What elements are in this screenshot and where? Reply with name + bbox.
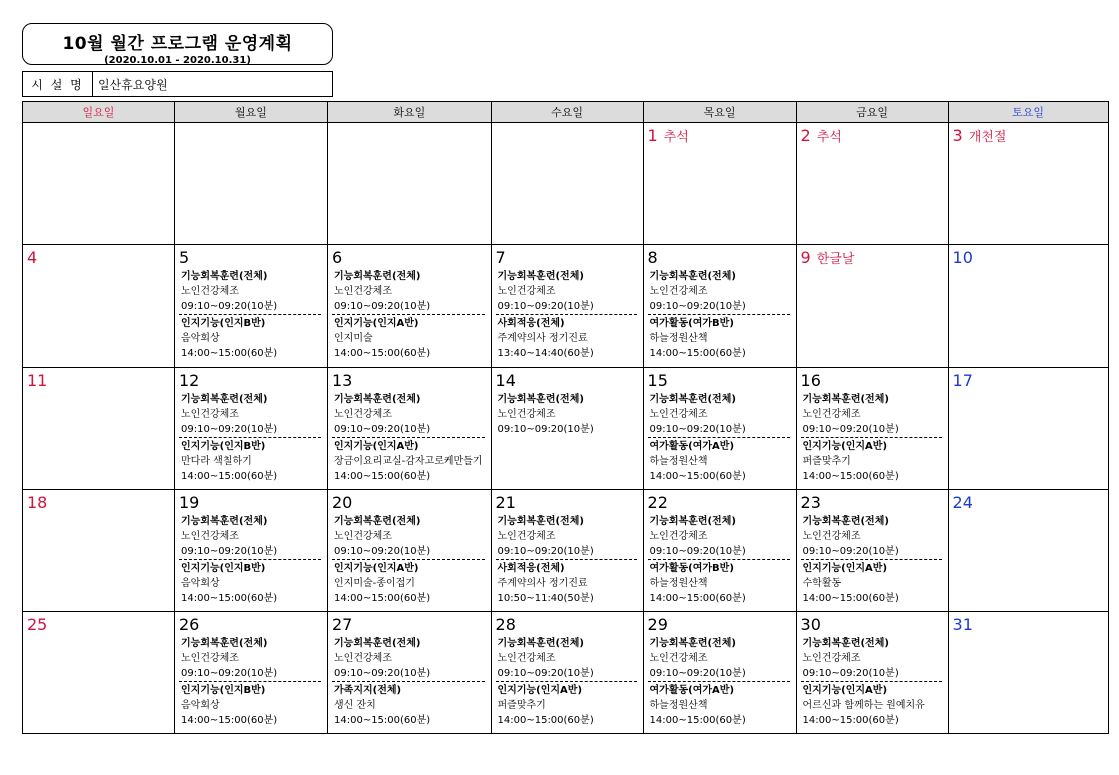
program-name: 여가활동(여가B반) (649, 318, 734, 329)
program-name: 가족지지(전체) (334, 685, 402, 696)
program-name: 사회적응(전체) (497, 318, 565, 329)
program-time: 09:10~09:20(10분) (334, 424, 431, 435)
program-time: 14:00~15:00(60분) (802, 471, 899, 482)
program-time: 14:00~15:00(60분) (649, 715, 746, 726)
program-desc: 하늘정원산책 (649, 700, 708, 711)
program-block (496, 559, 637, 606)
program-desc: 인지미술 (334, 333, 373, 344)
program-block (179, 437, 321, 484)
day-number: 12 (179, 371, 200, 390)
program-name: 기능회복훈련(전체) (181, 394, 268, 405)
program-time: 14:00~15:00(60분) (649, 348, 746, 359)
day-cell (948, 612, 1108, 734)
program-desc: 노인건강체조 (802, 653, 861, 664)
day-cell (491, 245, 643, 368)
day-number: 25 (27, 615, 48, 634)
day-cell (948, 490, 1108, 612)
program-time: 09:10~09:20(10분) (497, 546, 594, 557)
program-time: 14:00~15:00(60분) (649, 593, 746, 604)
program-desc: 주계약의사 정기진료 (497, 333, 588, 344)
day-number: 23 (800, 493, 821, 512)
holiday-label: 추석 (663, 130, 689, 145)
program-block (496, 314, 637, 361)
program-block (648, 681, 790, 728)
program-desc: 노인건강체조 (334, 653, 392, 664)
program-desc: 노인건강체조 (649, 653, 708, 664)
program-time: 14:00~15:00(60분) (334, 593, 431, 604)
day-number: 2 (800, 126, 811, 145)
program-time: 14:00~15:00(60분) (334, 348, 431, 359)
program-time: 09:10~09:20(10분) (649, 301, 746, 312)
day-cell (175, 368, 328, 490)
program-desc: 노인건강체조 (497, 409, 556, 420)
day-cell (643, 368, 796, 490)
program-block (496, 514, 643, 559)
program-name: 인지기능(인지A반) (802, 685, 888, 696)
day-number: 28 (495, 615, 516, 634)
title-box (22, 23, 333, 65)
program-desc: 노인건강체조 (334, 409, 392, 420)
program-block (648, 437, 790, 484)
program-desc: 노인건강체조 (181, 653, 239, 664)
day-cell (175, 245, 328, 368)
day-number: 18 (27, 493, 48, 512)
day-cell (491, 368, 643, 490)
program-desc: 하늘정원산책 (649, 456, 708, 467)
program-time: 09:10~09:20(10분) (497, 668, 594, 679)
program-name: 기능회복훈련(전체) (334, 638, 421, 649)
program-desc: 노인건강체조 (334, 531, 392, 542)
program-block (332, 392, 491, 437)
weekday-header-tue: 화요일 (328, 102, 492, 123)
program-desc: 노인건강체조 (649, 531, 708, 542)
week-row (23, 612, 1109, 734)
program-time: 09:10~09:20(10분) (649, 546, 746, 557)
program-time: 14:00~15:00(60분) (181, 348, 278, 359)
program-block (332, 559, 485, 606)
day-number: 27 (332, 615, 353, 634)
holiday-label: 한글날 (816, 252, 855, 267)
program-block (801, 636, 948, 681)
program-name: 인지기능(인지A반) (334, 318, 419, 329)
program-block (648, 392, 796, 437)
program-desc: 퍼즐맞추기 (802, 456, 851, 467)
program-desc: 주계약의사 정기진료 (497, 578, 588, 589)
day-cell (796, 123, 948, 245)
day-number: 31 (952, 615, 973, 634)
week-row (23, 123, 1109, 245)
day-cell (643, 612, 796, 734)
day-number: 24 (952, 493, 973, 512)
program-desc: 노인건강체조 (497, 653, 556, 664)
program-desc: 노인건강체조 (649, 286, 708, 297)
weekday-header-row (23, 102, 1109, 123)
day-cell (948, 123, 1108, 245)
program-desc: 노인건강체조 (181, 286, 239, 297)
program-time: 14:00~15:00(60분) (181, 715, 278, 726)
program-time: 09:10~09:20(10분) (181, 668, 278, 679)
day-cell (643, 123, 796, 245)
program-block (332, 269, 491, 314)
day-number: 20 (332, 493, 353, 512)
program-time: 09:10~09:20(10분) (181, 301, 278, 312)
program-desc: 음악회상 (181, 700, 220, 711)
weekday-header-sat: 토요일 (948, 102, 1108, 123)
program-desc: 노인건강체조 (181, 531, 239, 542)
week-row (23, 245, 1109, 368)
program-desc: 어르신과 함께하는 원예치유 (802, 700, 925, 711)
program-name: 기능회복훈련(전체) (181, 516, 268, 527)
day-cell (328, 123, 492, 245)
program-block (332, 681, 485, 728)
program-time: 09:10~09:20(10분) (334, 301, 431, 312)
program-name: 기능회복훈련(전체) (334, 394, 421, 405)
program-name: 기능회복훈련(전체) (334, 516, 421, 527)
program-desc: 만다라 색칠하기 (181, 456, 252, 467)
program-desc: 생신 잔치 (334, 700, 376, 711)
program-time: 14:00~15:00(60분) (802, 593, 899, 604)
program-block (496, 681, 637, 728)
program-name: 기능회복훈련(전체) (802, 638, 889, 649)
program-time: 14:00~15:00(60분) (334, 471, 431, 482)
day-cell (948, 245, 1108, 368)
day-cell (796, 245, 948, 368)
program-block (179, 514, 327, 559)
program-time: 09:10~09:20(10분) (649, 424, 746, 435)
program-desc: 하늘정원산책 (649, 578, 708, 589)
day-number: 13 (332, 371, 353, 390)
program-desc: 노인건강체조 (802, 531, 861, 542)
program-name: 인지기능(인지B반) (181, 441, 266, 452)
program-desc: 음악회상 (181, 333, 220, 344)
day-cell (175, 490, 328, 612)
program-block (648, 559, 790, 606)
program-name: 기능회복훈련(전체) (802, 516, 889, 527)
day-number: 19 (179, 493, 200, 512)
program-name: 기능회복훈련(전체) (802, 394, 889, 405)
period-text: (2020.10.01 - 2020.10.31) (104, 55, 251, 66)
program-name: 기능회복훈련(전체) (334, 271, 421, 282)
program-block (801, 392, 948, 437)
day-cell (328, 490, 492, 612)
day-cell (175, 612, 328, 734)
program-block (179, 681, 321, 728)
day-number: 15 (647, 371, 668, 390)
program-block (496, 636, 643, 681)
day-cell (328, 245, 492, 368)
program-block (179, 559, 321, 606)
day-number: 22 (647, 493, 668, 512)
weekday-header-thu: 목요일 (643, 102, 796, 123)
day-number: 26 (179, 615, 200, 634)
program-desc: 수학활동 (802, 578, 842, 589)
program-name: 기능회복훈련(전체) (497, 271, 584, 282)
program-desc: 음악회상 (181, 578, 220, 589)
program-name: 기능회복훈련(전체) (649, 516, 736, 527)
day-cell (948, 368, 1108, 490)
day-cell (643, 245, 796, 368)
day-number: 17 (952, 371, 973, 390)
program-name: 기능회복훈련(전체) (497, 394, 584, 405)
program-desc: 노인건강체조 (334, 286, 392, 297)
program-desc: 노인건강체조 (649, 409, 708, 420)
program-name: 여가활동(여가A반) (649, 685, 735, 696)
day-cell (491, 612, 643, 734)
day-cell (328, 612, 492, 734)
day-number: 29 (647, 615, 668, 634)
program-desc: 노인건강체조 (497, 286, 556, 297)
program-name: 기능회복훈련(전체) (181, 271, 268, 282)
day-cell (796, 490, 948, 612)
day-cell (491, 123, 643, 245)
day-cell (23, 490, 175, 612)
day-number: 14 (495, 371, 516, 390)
weekday-header-fri: 금요일 (796, 102, 948, 123)
day-cell (23, 612, 175, 734)
program-name: 인지기능(인지A반) (334, 563, 419, 574)
program-desc: 퍼즐맞추기 (497, 700, 546, 711)
program-block (648, 314, 790, 361)
program-desc: 장금이요리교실-감자고로케만들기 (334, 456, 483, 467)
program-time: 09:10~09:20(10분) (334, 546, 431, 557)
program-desc: 노인건강체조 (497, 531, 556, 542)
program-name: 인지기능(인지A반) (497, 685, 583, 696)
program-block (801, 681, 942, 728)
day-number: 7 (495, 248, 506, 267)
weekday-header-mon: 월요일 (175, 102, 328, 123)
program-name: 인지기능(인지B반) (181, 563, 266, 574)
program-name: 기능회복훈련(전체) (649, 271, 736, 282)
day-number: 8 (647, 248, 658, 267)
program-time: 14:00~15:00(60분) (181, 471, 278, 482)
program-block (332, 437, 485, 484)
program-time: 14:00~15:00(60분) (497, 715, 594, 726)
day-number: 5 (179, 248, 190, 267)
program-time: 09:10~09:20(10분) (802, 424, 899, 435)
day-number: 16 (800, 371, 821, 390)
program-time: 14:00~15:00(60분) (334, 715, 431, 726)
program-block (801, 559, 942, 606)
program-name: 인지기능(인지B반) (181, 685, 266, 696)
program-time: 09:10~09:20(10분) (181, 424, 278, 435)
program-block (648, 269, 796, 314)
day-cell (796, 612, 948, 734)
program-name: 기능회복훈련(전체) (497, 516, 584, 527)
day-number: 11 (27, 371, 48, 390)
program-time: 14:00~15:00(60분) (181, 593, 278, 604)
facility-name: 일산휴요양원 (98, 77, 168, 92)
program-name: 기능회복훈련(전체) (649, 394, 736, 405)
day-cell (23, 123, 175, 245)
day-cell (491, 490, 643, 612)
program-block (496, 269, 643, 314)
program-time: 09:10~09:20(10분) (334, 668, 431, 679)
program-name: 인지기능(인지A반) (802, 563, 888, 574)
program-time: 09:10~09:20(10분) (497, 301, 594, 312)
program-name: 인지기능(인지A반) (334, 441, 419, 452)
program-time: 09:10~09:20(10분) (802, 668, 899, 679)
program-block (332, 636, 491, 681)
program-block (179, 392, 327, 437)
weekday-header-sun: 일요일 (23, 102, 175, 123)
week-row (23, 490, 1109, 612)
weekday-header-wed: 수요일 (491, 102, 643, 123)
program-name: 사회적응(전체) (497, 563, 565, 574)
program-name: 여가활동(여가B반) (649, 563, 734, 574)
program-time: 09:10~09:20(10분) (802, 546, 899, 557)
program-name: 기능회복훈련(전체) (649, 638, 736, 649)
program-time: 09:10~09:20(10분) (649, 668, 746, 679)
day-cell (23, 368, 175, 490)
program-name: 인지기능(인지A반) (802, 441, 888, 452)
day-number: 30 (800, 615, 821, 634)
week-row (23, 368, 1109, 490)
program-name: 인지기능(인지B반) (181, 318, 266, 329)
facility-row (22, 71, 333, 97)
page-title: 10월 월간 프로그램 운영계획 (62, 34, 293, 54)
program-block (496, 392, 643, 437)
program-block (332, 514, 491, 559)
program-name: 기능회복훈련(전체) (497, 638, 584, 649)
day-cell (23, 245, 175, 368)
program-time: 14:00~15:00(60분) (802, 715, 899, 726)
program-name: 기능회복훈련(전체) (181, 638, 268, 649)
facility-label: 시 설 명 (23, 72, 93, 96)
day-number: 21 (495, 493, 516, 512)
program-block (179, 269, 327, 314)
program-block (332, 314, 485, 361)
program-block (648, 514, 796, 559)
program-block (801, 437, 942, 484)
program-time: 09:10~09:20(10분) (181, 546, 278, 557)
program-desc: 하늘정원산책 (649, 333, 708, 344)
day-number: 6 (332, 248, 343, 267)
program-block (179, 314, 321, 361)
program-block (648, 636, 796, 681)
program-desc: 노인건강체조 (181, 409, 239, 420)
day-number: 9 (800, 248, 811, 267)
program-desc: 노인건강체조 (802, 409, 861, 420)
day-number: 3 (952, 126, 963, 145)
program-name: 여가활동(여가A반) (649, 441, 735, 452)
program-time: 13:40~14:40(60분) (497, 348, 594, 359)
program-desc: 인지미술-종이접기 (334, 578, 415, 589)
program-time: 14:00~15:00(60분) (649, 471, 746, 482)
day-number: 10 (952, 248, 973, 267)
program-block (801, 514, 948, 559)
day-number: 4 (27, 248, 38, 267)
holiday-label: 추석 (816, 130, 842, 145)
holiday-label: 개천절 (968, 130, 1007, 145)
calendar-table (22, 101, 1109, 734)
day-cell (328, 368, 492, 490)
program-block (179, 636, 327, 681)
day-cell (643, 490, 796, 612)
program-time: 09:10~09:20(10분) (497, 424, 594, 435)
day-cell (175, 123, 328, 245)
day-cell (796, 368, 948, 490)
day-number: 1 (647, 126, 658, 145)
program-time: 10:50~11:40(50분) (497, 593, 594, 604)
